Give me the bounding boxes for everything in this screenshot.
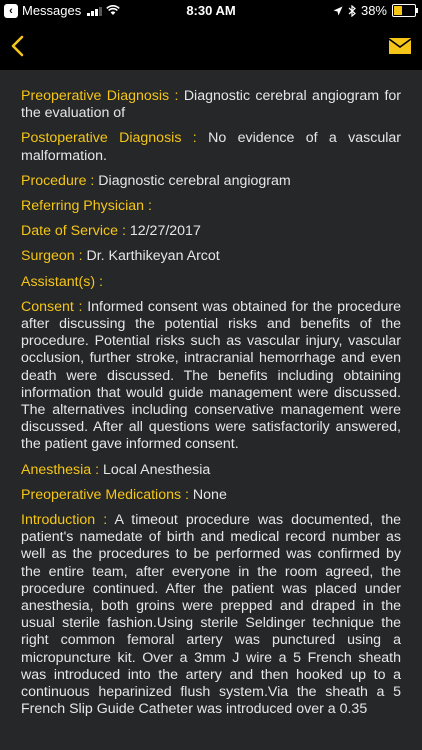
field-separator: : <box>95 273 103 290</box>
report-field <box>21 223 401 240</box>
report-field <box>21 274 401 291</box>
battery-icon <box>392 4 416 17</box>
field-separator: : <box>86 172 99 189</box>
report-field <box>21 512 401 718</box>
report-field <box>21 248 401 265</box>
field-value: Informed consent was obtained for the procedure after discussing the potential risks and benefits of the procedure. Potential risks such as vascular injury, vascular occlusion, further stroke, intracranial hemorrhage and even death were discussed. The benefits including obtaining information that would guide management were discussed. The alternatives including conservative management were discussed. After all questions were satisfactorily answered, the patient gave informed consent. <box>21 298 401 453</box>
report-field <box>21 462 401 479</box>
field-label: Consent <box>21 298 74 315</box>
report-content[interactable] <box>0 70 422 750</box>
field-separator: : <box>181 486 193 503</box>
field-label: Anesthesia <box>21 461 92 478</box>
report-fields <box>0 70 422 719</box>
field-label: Procedure <box>21 172 87 189</box>
field-label: Referring Physician <box>21 198 145 215</box>
field-separator: : <box>95 512 115 529</box>
field-separator: : <box>181 130 209 147</box>
chevron-left-icon[interactable] <box>6 32 30 60</box>
field-label: Surgeon <box>21 248 75 265</box>
field-value: A timeout procedure was documented, the patient's namedate of birth and medical record number as well as the procedures to be performed was confirmed by the entire team, after everyone in the room agreed, the procedure continued. After the patient was placed under anesthesia, both groins were prepped and draped in the usual sterile fashion.Using sterile Seldinger technique the right common femoral artery was punctured using a micropuncture kit. Over a 3mm J wire a 5 French sheath was introduced into the artery and then hooked up to a continuous heparinized flush system.Via the sheath a 5 French Slip Guide Catheter was introduced over a 0.35 <box>21 512 402 718</box>
field-value: Diagnostic cerebral angiogram for the evaluation of <box>21 88 402 122</box>
field-separator: : <box>74 248 87 265</box>
report-field <box>21 487 401 504</box>
status-right <box>333 3 416 18</box>
field-separator: : <box>118 223 130 240</box>
field-separator: : <box>91 461 104 478</box>
field-separator: : <box>169 88 184 104</box>
field-separator: : <box>144 198 152 215</box>
location-arrow-icon <box>333 6 343 16</box>
field-label: Introduction <box>21 512 96 529</box>
envelope-icon[interactable] <box>388 36 412 56</box>
report-field <box>21 299 401 454</box>
field-value: None <box>192 486 227 503</box>
back-app-label[interactable]: Messages <box>22 3 82 18</box>
field-label: Assistant(s) <box>21 273 96 290</box>
battery-level-fill <box>394 6 402 15</box>
back-to-app-icon[interactable]: ‹ <box>4 4 18 18</box>
bluetooth-icon <box>348 5 356 17</box>
report-field <box>21 130 401 164</box>
status-bar <box>0 0 422 22</box>
field-value: Local Anesthesia <box>103 461 211 478</box>
field-value: Diagnostic cerebral angiogram <box>98 172 291 189</box>
field-value: No evidence of a vascular malformation. <box>21 130 402 164</box>
status-time: 8:30 AM <box>186 3 236 18</box>
report-field <box>21 173 401 190</box>
field-separator: : <box>73 298 88 315</box>
field-label: Postoperative Diagnosis <box>21 130 182 147</box>
navigation-bar <box>0 22 422 70</box>
field-value: 12/27/2017 <box>129 223 201 240</box>
field-label: Preoperative Diagnosis <box>21 88 170 104</box>
field-label: Preoperative Medications <box>21 486 182 503</box>
field-label: Date of Service <box>21 223 118 240</box>
report-field <box>21 198 401 215</box>
field-value: Dr. Karthikeyan Arcot <box>86 248 220 265</box>
report-field <box>21 88 401 122</box>
battery-percent: 38% <box>360 3 387 18</box>
